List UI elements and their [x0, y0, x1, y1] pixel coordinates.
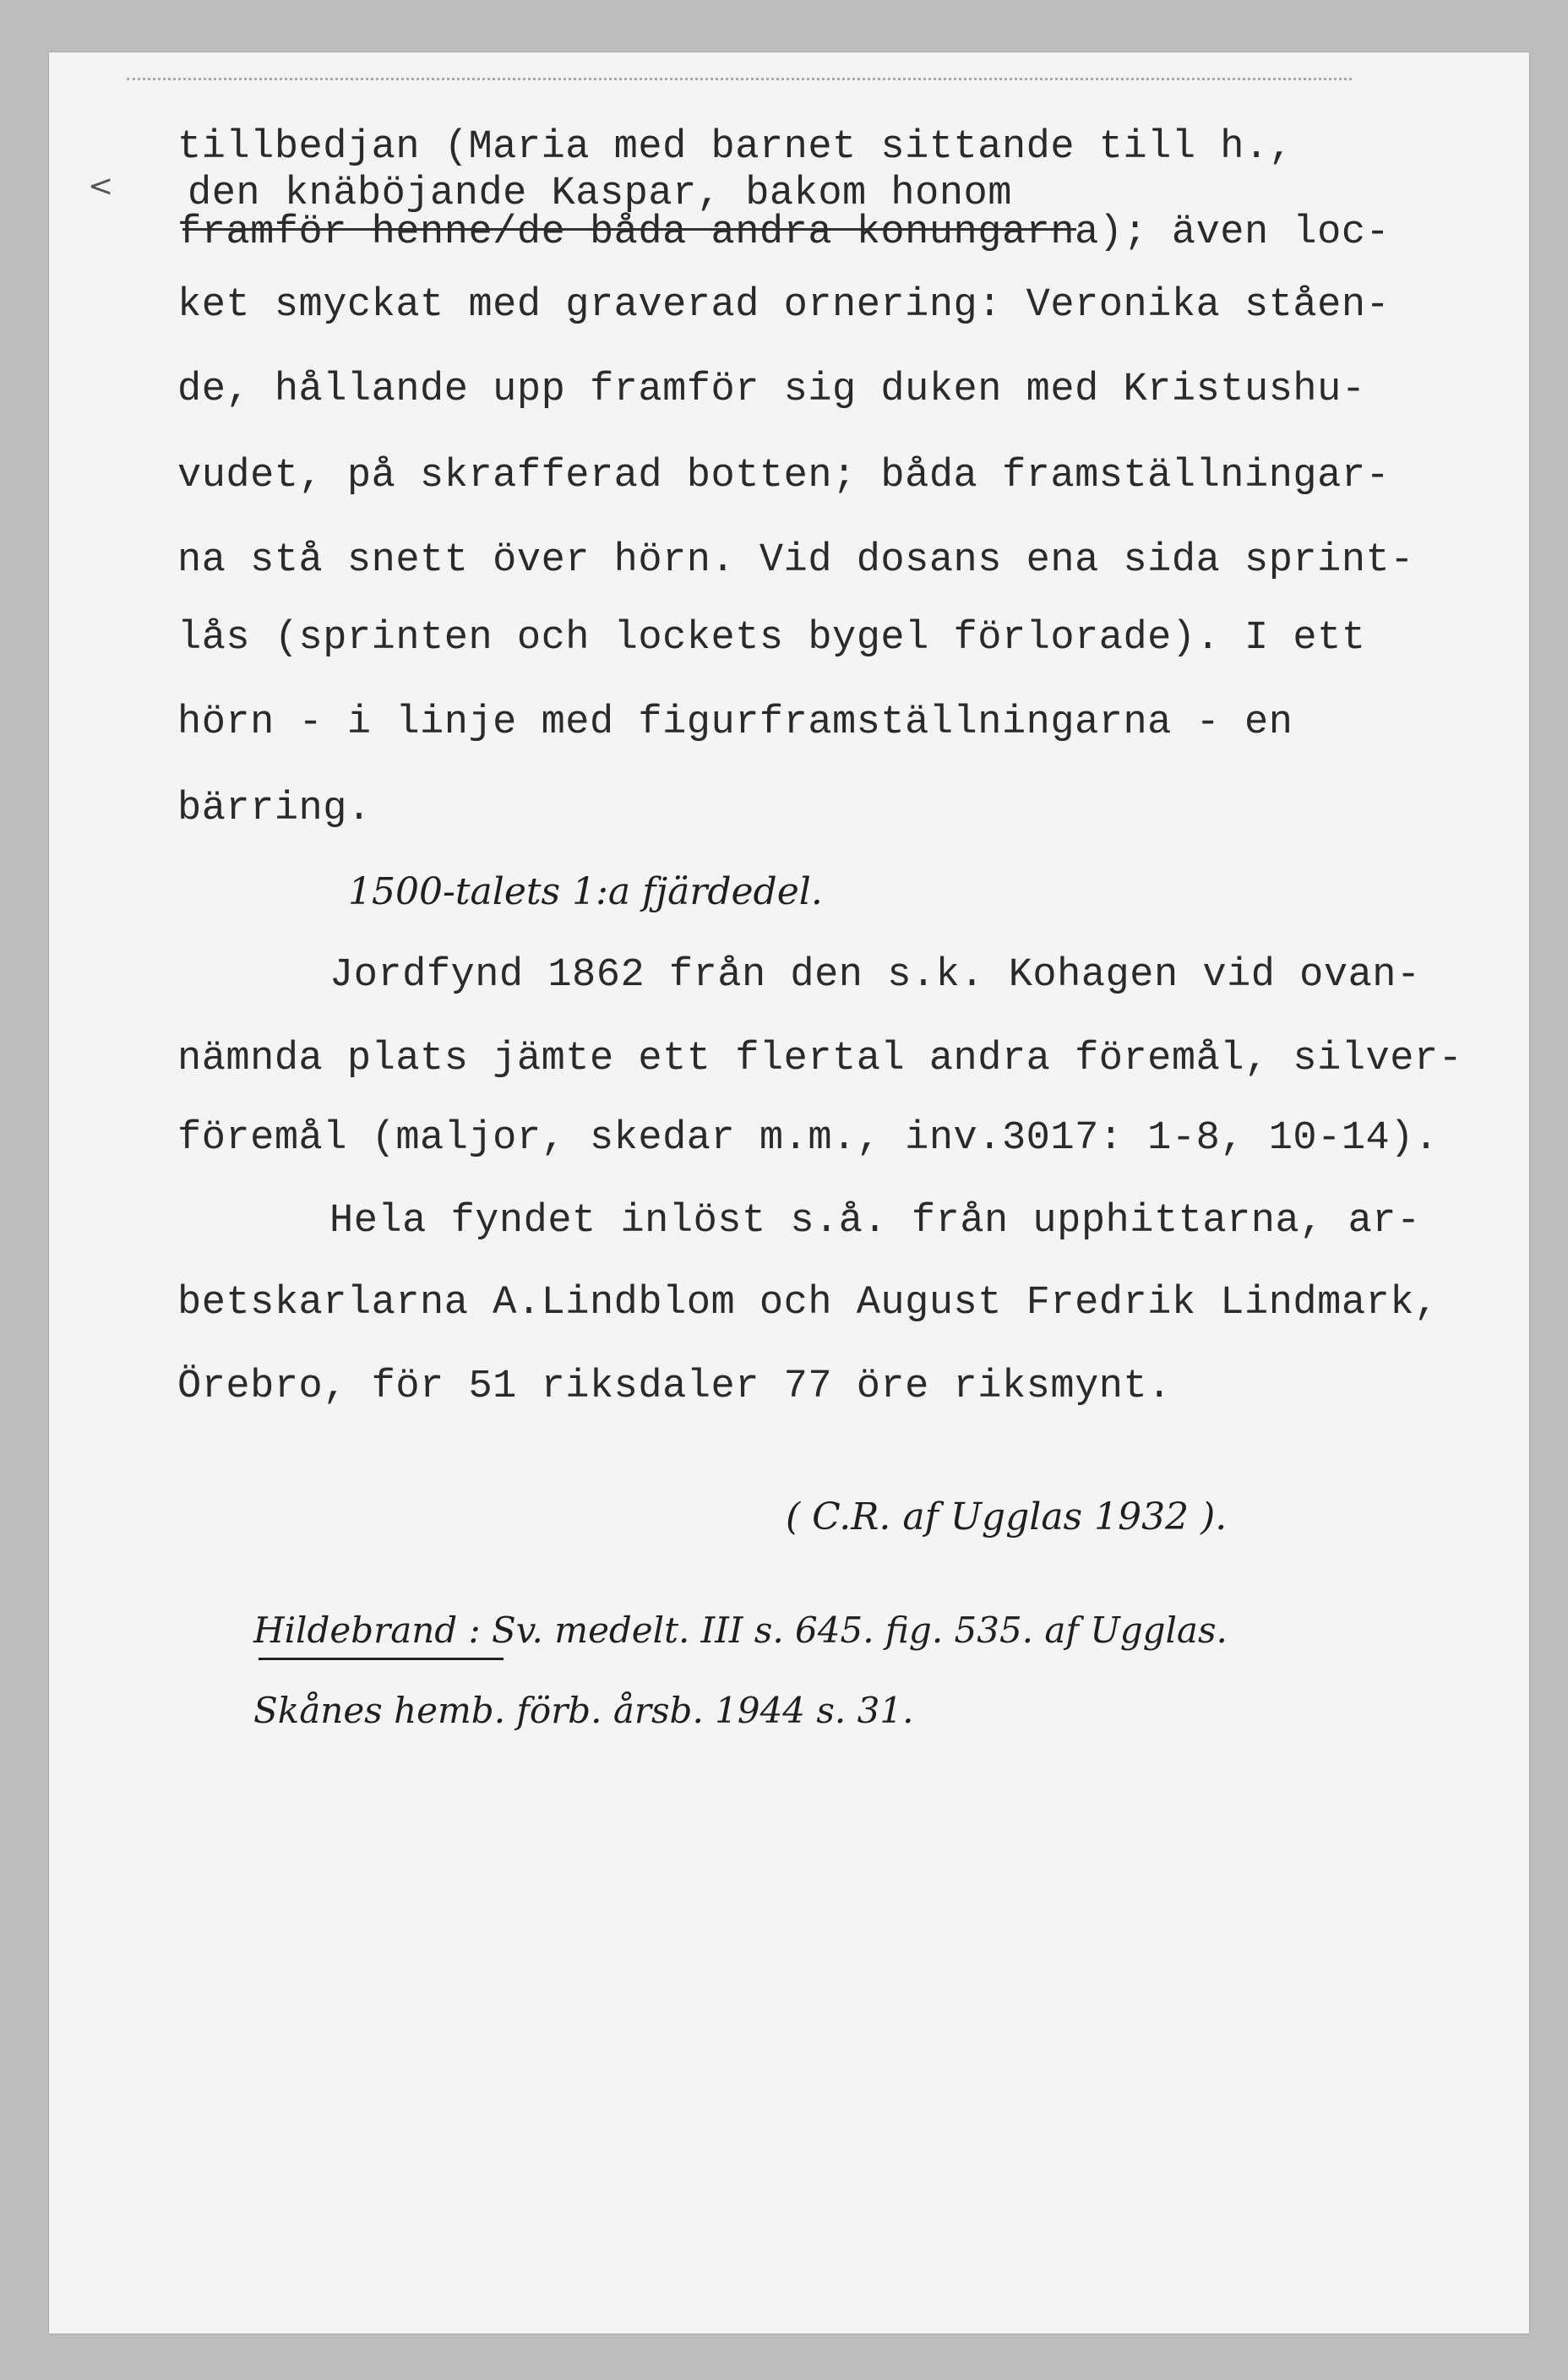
- body-line-10: bärring.: [177, 787, 372, 831]
- torn-top-edge: [127, 78, 1352, 84]
- margin-mark: <: [88, 169, 114, 204]
- handwritten-signature: ( C.R. af Ugglas 1932 ).: [786, 1495, 1228, 1539]
- body-line-8: lås (sprinten och lockets bygel förlorade). I ett: [177, 616, 1366, 661]
- body-line-9: hörn - i linje med figurframställningarna - en: [177, 700, 1293, 745]
- reference-underline: [259, 1658, 504, 1660]
- handwritten-reference-2: Skånes hemb. förb. årsb. 1944 s. 31.: [253, 1690, 914, 1731]
- body-line-4: ket smyckat med graverad ornering: Veronika ståen-: [177, 283, 1391, 328]
- para2-line-4: Hela fyndet inlöst s.å. från upphittarna, ar-: [329, 1199, 1421, 1244]
- para2-line-3: föremål (maljor, skedar m.m., inv.3017: 1-8, 10-14).: [177, 1116, 1439, 1161]
- body-line-7: na stå snett över hörn. Vid dosans ena sida sprint-: [177, 538, 1414, 583]
- handwritten-reference-1: Hildebrand : Sv. medelt. III s. 645. fig. 535. af Ugglas.: [253, 1609, 1228, 1651]
- handwritten-date-note: 1500-talets 1:a fjärdedel.: [348, 870, 823, 913]
- para2-line-5: betskarlarna A.Lindblom och August Fredrik Lindmark,: [177, 1281, 1439, 1326]
- para2-line-1: Jordfynd 1862 från den s.k. Kohagen vid ovan-: [329, 953, 1421, 998]
- para2-line-2: nämnda plats jämte ett flertal andra föremål, silver-: [177, 1037, 1463, 1081]
- para2-line-6: Örebro, för 51 riksdaler 77 öre riksmynt.: [177, 1364, 1172, 1409]
- body-line-1: tillbedjan (Maria med barnet sittande till h.,: [177, 125, 1293, 170]
- body-line-5: de, hållande upp framför sig duken med Kristushu-: [177, 368, 1366, 412]
- body-line-6: vudet, på skrafferad botten; båda framställningar-: [177, 454, 1391, 498]
- body-line-3: framför henne/de båda andra konungarna); även loc-: [177, 210, 1391, 255]
- body-line-2: den knäböjande Kaspar, bakom honom: [188, 172, 1012, 216]
